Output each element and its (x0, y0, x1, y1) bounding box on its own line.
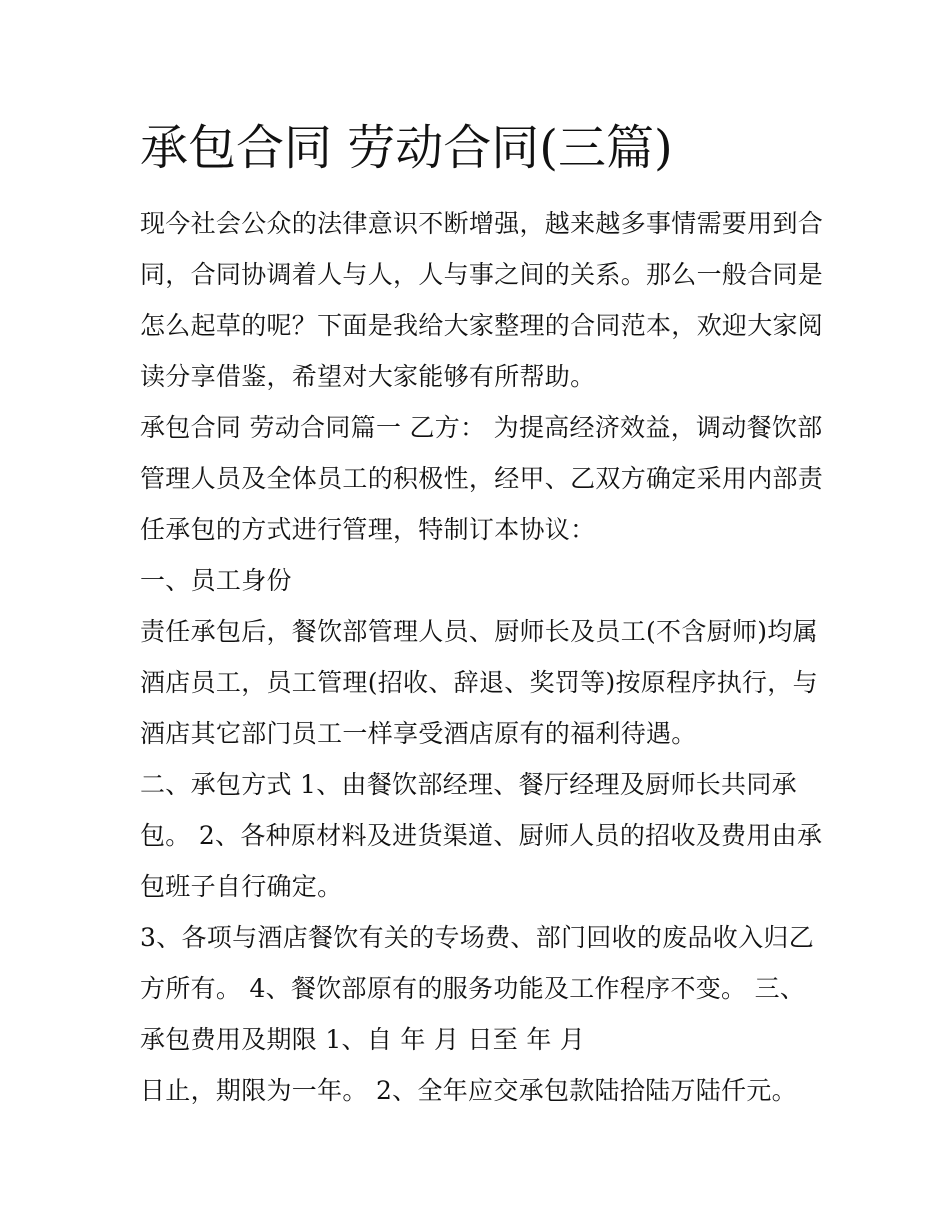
text-line: 二、承包方式 1、由餐饮部经理、餐厅经理及厨师长共同承 (140, 770, 797, 799)
text-line: 承包费用及期限 1、自 年 月 日至 年 月 (140, 1025, 586, 1054)
fees-paragraph (140, 912, 820, 1065)
document-title: 承包合同 劳动合同(三篇) (140, 120, 673, 176)
text-line: 一、员工身份 (140, 566, 292, 595)
text-line: 任承包的方式进行管理，特制订本协议： (140, 515, 596, 544)
text-line: 包。 2、各种原材料及进货渠道、厨师人员的招收及费用由承 (140, 821, 823, 850)
employee-status-paragraph (140, 606, 820, 759)
document-body (140, 108, 824, 1116)
text-line: 责任承包后，餐饮部管理人员、厨师长及员工(不含厨师)均属 (140, 617, 818, 646)
text-line: 现今社会公众的法律意识不断增强，越来越多事情需要用到合 (140, 209, 824, 238)
text-line: 包班子自行确定。 (140, 872, 343, 901)
text-line: 方所有。 4、餐饮部原有的服务功能及工作程序不变。 三、 (140, 974, 806, 1003)
text-line: 管理人员及全体员工的积极性，经甲、乙双方确定采用内部责 (140, 464, 824, 493)
intro-paragraph (140, 198, 824, 402)
text-line: 日止，期限为一年。 2、全年应交承包款陆拾陆万陆仟元。 (140, 1076, 797, 1105)
term-paragraph (140, 1065, 820, 1116)
text-line: 3、各项与酒店餐饮有关的专场费、部门回收的废品收入归乙 (140, 923, 815, 952)
section-heading-employee-status (140, 555, 820, 606)
text-line: 承包合同 劳动合同篇一 乙方： 为提高经济效益，调动餐饮部 (140, 413, 823, 442)
text-line: 怎么起草的呢？下面是我给大家整理的合同范本，欢迎大家阅 (140, 311, 824, 340)
text-line: 同，合同协调着人与人，人与事之间的关系。那么一般合同是 (140, 260, 824, 289)
text-line: 酒店其它部门员工一样享受酒店原有的福利待遇。 (140, 719, 697, 748)
text-line: 读分享借鉴，希望对大家能够有所帮助。 (140, 362, 596, 391)
text-line: 酒店员工，员工管理(招收、辞退、奖罚等)按原程序执行，与 (140, 668, 818, 697)
contract-preamble-paragraph (140, 402, 824, 555)
contracting-method-paragraph (140, 759, 823, 912)
